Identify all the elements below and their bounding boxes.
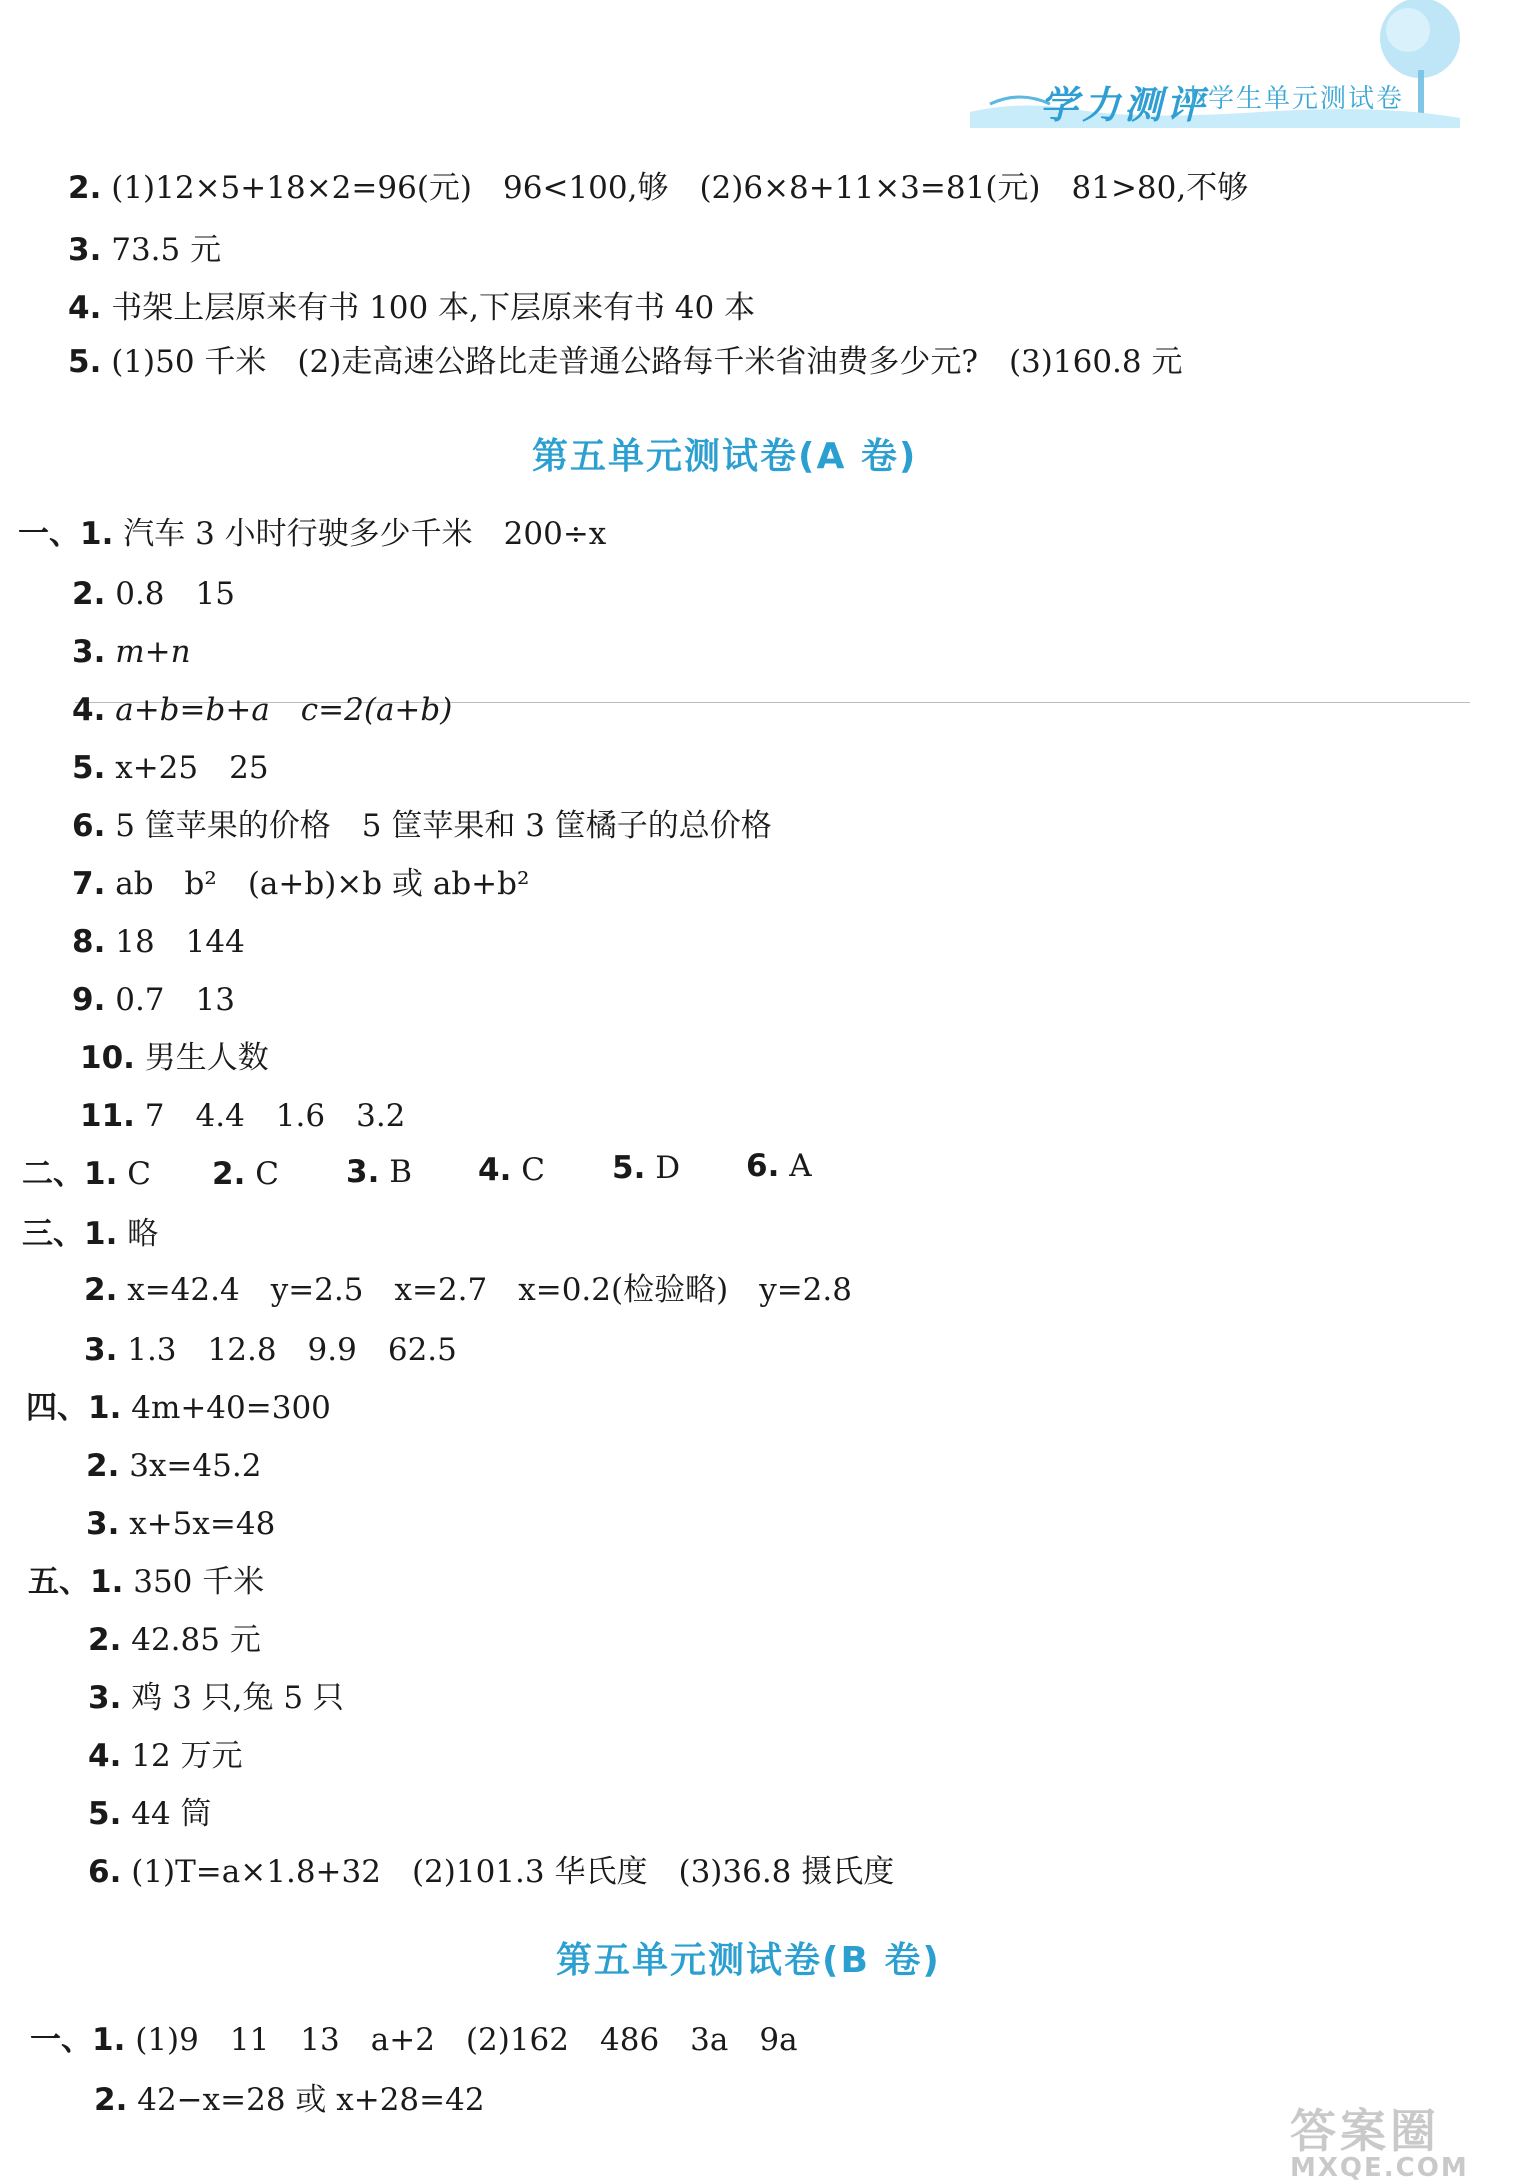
header-subtitle: 小学生单元测试卷 (1180, 84, 1405, 114)
answer-line: 3. 1.3 12.8 9.9 62.5 (84, 1332, 457, 1368)
answer-line: 2. 3x=45.2 (86, 1448, 262, 1484)
answer-line: 4. a+b=b+a c=2(a+b) (72, 692, 453, 728)
answer-line: 2. (1)12×5+18×2=96(元) 96<100,够 (2)6×8+11×3=81(元) 81>80,不够 (68, 170, 1249, 206)
answer-line: 五、1. 350 千米 (28, 1564, 265, 1600)
section-b-title: 第五单元测试卷(B 卷) (556, 1940, 941, 1981)
answer-line: 10. 男生人数 (80, 1040, 269, 1076)
answer-line: 3. B (346, 1154, 412, 1190)
answer-line: 2. x=42.4 y=2.5 x=2.7 x=0.2(检验略) y=2.8 (84, 1272, 852, 1308)
answer-line: 3. 鸡 3 只,兔 5 只 (88, 1680, 344, 1716)
answer-line: 一、1. (1)9 11 13 a+2 (2)162 486 3a 9a (30, 2022, 798, 2058)
answer-line: 6. (1)T=a×1.8+32 (2)101.3 华氏度 (3)36.8 摄氏度 (88, 1854, 895, 1890)
answer-line: 5. D (612, 1150, 681, 1186)
watermark-logo (1290, 2095, 1530, 2183)
answer-line: 2. C (212, 1156, 279, 1192)
answer-line: 2. 42−x=28 或 x+28=42 (94, 2082, 485, 2118)
answer-line: 5. (1)50 千米 (2)走高速公路比走普通公路每千米省油费多少元? (3)160.8 元 (68, 344, 1183, 380)
header-brand: 学力测评 (1040, 83, 1209, 127)
answer-line: 二、1. C (22, 1156, 151, 1192)
section-a-title: 第五单元测试卷(A 卷) (532, 436, 918, 477)
answer-line: 2. 42.85 元 (88, 1622, 261, 1658)
answer-line: 四、1. 4m+40=300 (26, 1390, 331, 1426)
watermark-top: 答案圈 (1290, 2104, 1440, 2158)
answer-line: 6. A (746, 1148, 812, 1184)
answer-line: 9. 0.7 13 (72, 982, 235, 1018)
watermark-bottom: MXQE.COM (1290, 2153, 1469, 2183)
answer-line: 4. C (478, 1152, 545, 1188)
header-tree-logo (960, 0, 1480, 140)
answer-line: 5. 44 筒 (88, 1796, 212, 1832)
answer-line: 三、1. 略 (22, 1216, 159, 1252)
answer-line: 7. ab b² (a+b)×b 或 ab+b² (72, 866, 530, 902)
answer-line: 一、1. 汽车 3 小时行驶多少千米 200÷x (18, 516, 607, 552)
answer-line: 5. x+25 25 (72, 750, 269, 786)
answer-line: 3. 73.5 元 (68, 232, 222, 268)
answer-line: 3. x+5x=48 (86, 1506, 276, 1542)
answer-line: 4. 书架上层原来有书 100 本,下层原来有书 40 本 (68, 290, 756, 326)
answer-line: 8. 18 144 (72, 924, 245, 960)
answer-line: 4. 12 万元 (88, 1738, 243, 1774)
answer-line: 6. 5 筐苹果的价格 5 筐苹果和 3 筐橘子的总价格 (72, 808, 772, 844)
answer-line: 3. m+n (72, 634, 191, 670)
answer-line: 2. 0.8 15 (72, 576, 235, 612)
answer-line: 11. 7 4.4 1.6 3.2 (80, 1098, 406, 1134)
